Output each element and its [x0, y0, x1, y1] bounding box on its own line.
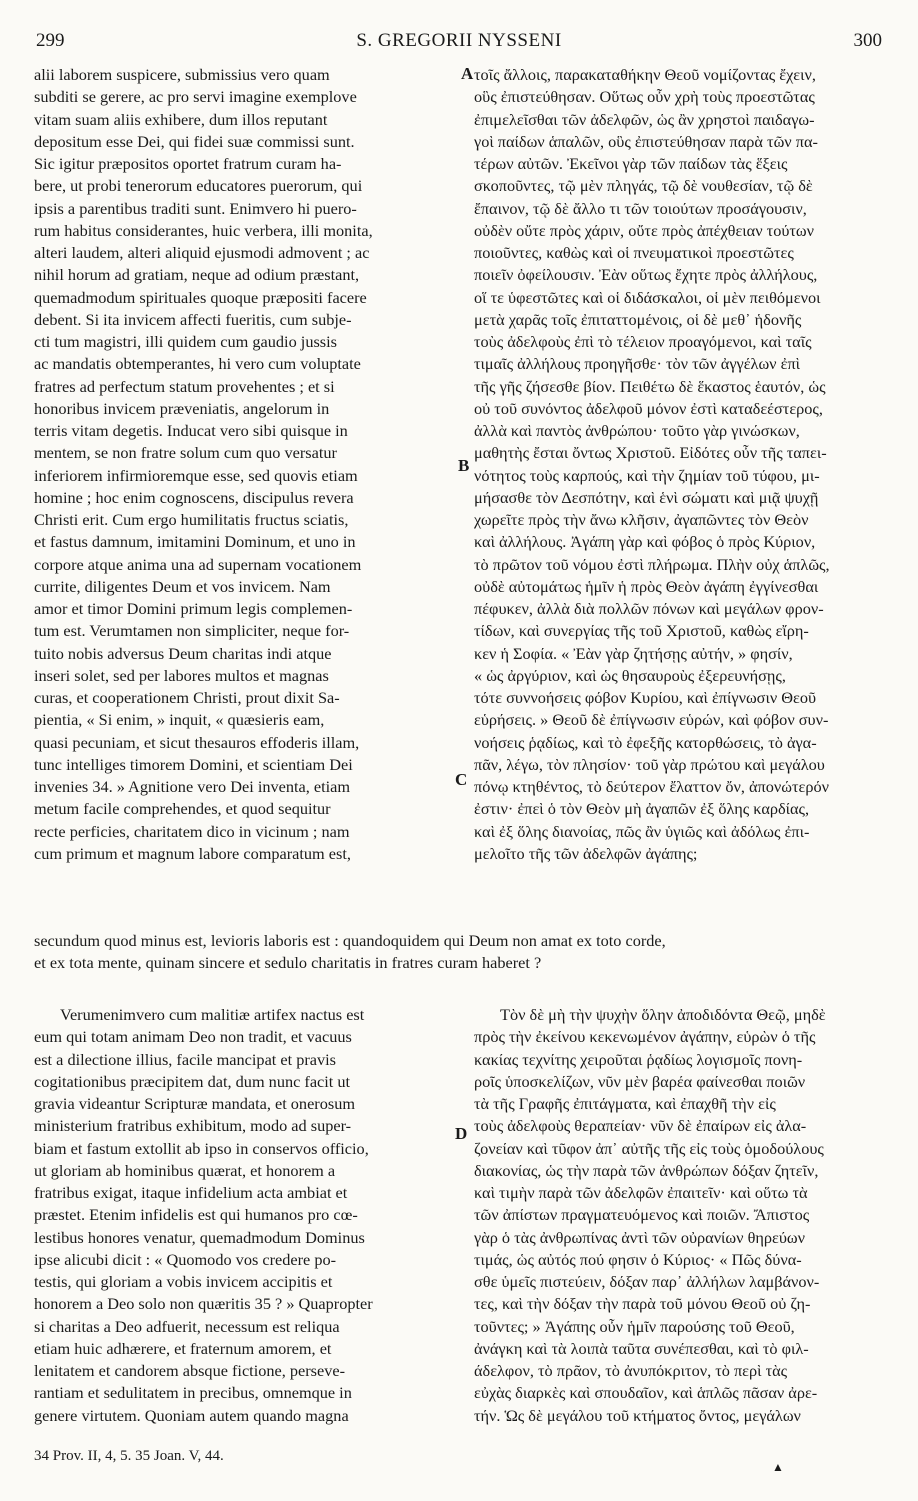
text-line: καὶ τιμὴν παρὰ τῶν ἀδελφῶν ἐπαιτεῖν· καὶ οὕτω τὰ [474, 1183, 808, 1202]
text-line: tum est. Verumtamen non simpliciter, neque for- [34, 621, 350, 641]
text-line: homine ; hoc enim cognoscens, discipulus revera [34, 487, 354, 507]
section-marker-b: B [458, 456, 470, 475]
text-line: γοὶ παίδων ἁπαλῶν, οὓς ἐπιστεύθησαν παρὰ τῶν πα- [474, 131, 818, 151]
text-line: amor et timor Domini primum legis complemen- [34, 599, 353, 618]
text-line: quemadmodum spirituales quoque præpositi facere [34, 287, 367, 307]
text-line: άδελφον, τὸ πρᾶον, τὸ ἀνυπόκριτον, τὸ περὶ τὰς [474, 1361, 788, 1380]
text-line: alii laborem suspicere, submissius vero quam [34, 65, 330, 84]
text-line: lestibus honores venatur, quemadmodum Dominus [34, 1227, 365, 1247]
text-line: μήσασθε τὸν Δεσπότην, καὶ ἑνὶ σώματι καὶ μιᾷ ψυχῇ [474, 487, 819, 507]
text-line: σκοποῦντες, τῷ μὲν πληγάς, τῷ δὲ νουθεσίαν, τῷ δὲ [474, 176, 813, 196]
left-page-number: 299 [36, 30, 65, 51]
text-line: καὶ ἐξ ὅλης διανοίας, πῶς ἂν ὑγιῶς καὶ ἀδόλως ἐπι- [474, 821, 810, 841]
text-line: est a dilectione illius, facile mancipat et pravis [34, 1049, 336, 1069]
text-line: ἐπιμελεῖσθαι τῶν ἀδελφῶν, ὡς ἂν χρηστοὶ παιδαγω- [474, 109, 815, 129]
text-line: nihil horum ad gratiam, neque ad odium præstant, [34, 265, 360, 285]
section-marker-a: A [461, 64, 474, 83]
text-line: Verumenimvero cum malitiæ artifex nactus est [60, 1005, 365, 1024]
text-line: τῆς γῆς ζήσεσθε βίον. Πειθέτω δὲ ἕκαστος ἑαυτόν, ὡς [474, 376, 826, 396]
text-line: curas, et cooperationem Christi, prout dixit Sa- [34, 688, 340, 707]
text-line: ἀλλὰ καὶ παντὸς ἀνθρώπου· τοῦτο γὰρ γινώσκων, [474, 421, 800, 440]
greek-column-upper [474, 64, 886, 865]
text-line: currite, diligentes Deum et vos invicem. Nam [34, 576, 331, 596]
text-line: ipsis a parentibus traditi sunt. Enimvero hi puero- [34, 198, 357, 218]
text-line: τῶν ἀπίστων πραγματευόμενος καὶ ποιῶν. Ἄπιστος [474, 1205, 810, 1225]
text-line: genere virtutem. Quoniam autem quando magna [34, 1405, 349, 1425]
text-line: si charitas a Deo adfuerit, necessum est reliqua [34, 1316, 340, 1336]
text-line: τέρων αὐτῶν. Ἐκεῖνοι γὰρ τῶν παίδων τὰς ἕξεις [474, 154, 788, 173]
footnotes: 34 Prov. II, 4, 5. 35 Joan. V, 44. [34, 1448, 224, 1464]
text-line: lenitatem et candorem absque fictione, perseve- [34, 1361, 346, 1380]
text-line: τὸ πρῶτον τοῦ νόμου ἐστὶ πλήρωμα. Πλὴν οὐχ ἁπλῶς, [474, 554, 830, 574]
text-line: πόνῳ κτηθέντος, τὸ δεύτερον ἔλαττον ὄν, ἀπονώτερόν [474, 777, 829, 796]
text-line: ac mandatis obtemperantes, hi vero cum voluptate [34, 354, 361, 374]
text-line: τιμάς, ὡς αὐτός πού φησιν ὁ Κύριος· « Πῶς δύνα- [474, 1249, 802, 1269]
text-line: secundum quod minus est, levioris laboris est : quandoquidem qui Deum non amat ex toto corde, [34, 931, 666, 950]
text-line: κακίας τεχνίτης χειροῦται ῥᾳδίως λογισμοῖς πονη- [474, 1049, 803, 1069]
text-line: τοῦντες; » Ἀγάπης οὖν ἡμῖν παρούσης τοῦ Θεοῦ, [474, 1316, 795, 1336]
page-mark: ▲ [772, 1460, 784, 1474]
text-line: μετὰ χαρᾶς τοῖς ἐπιταττομένοις, οἱ δὲ μεθ᾽ ἡδονῆς [474, 309, 802, 329]
text-line: rantiam et sedulitatem in precibus, omnemque in [34, 1383, 352, 1403]
text-line: inseri solet, sed per labores multos et magnas [34, 665, 329, 685]
text-line: οὐ τοῦ συνόντος ἀδελφοῦ μόνον ἐστὶ καταδεέστερος, [474, 398, 823, 418]
text-line: τότε συννοήσεις φόβον Κυρίου, καὶ ἐπίγνωσιν Θεοῦ [474, 688, 817, 707]
text-line: πέφυκεν, ἀλλὰ διὰ πολλῶν πόνων καὶ μεγάλων φρον- [474, 599, 824, 618]
text-line: præstet. Etenim infidelis est qui humanos pro cœ- [34, 1205, 358, 1225]
text-line: honoribus invicem præveniatis, angelorum in [34, 398, 330, 418]
text-line: ποιοῦντες, καθὼς καὶ οἱ πνευματικοὶ προεστῶτες [474, 243, 794, 262]
text-line: τήν. Ὡς δὲ μεγάλου τοῦ κτήματος ὄντος, μεγάλων [474, 1405, 801, 1425]
text-line: κεν ἡ Σοφία. « Ἐὰν γὰρ ζητήσῃς αὐτήν, » φησίν, [474, 643, 793, 663]
text-line: « ὡς ἀργύριον, καὶ ὡς θησαυροὺς ἐξερευνήσῃς, [474, 665, 786, 685]
text-line: ἀνάγκη καὶ τὰ λοιπὰ ταῦτα συνέπεσθαι, καὶ τὸ φιλ- [474, 1338, 809, 1358]
text-line: alteri laudem, alteri aliquid ejusmodi admovent ; ac [34, 243, 370, 262]
text-line: invenies 34. » Agnitione vero Dei inventa, etiam [34, 777, 351, 796]
text-line: subditi se gerere, ac pro servi imagine exemplove [34, 87, 357, 107]
text-line: τιμαῖς ἀλλήλους προηγῆσθε· τὸν τῶν ἀγγέλων ἐπὶ [474, 354, 801, 374]
text-line: μαθητὴς ἔσται ὄντως Χριστοῦ. Εἰδότες οὖν τῆς ταπει- [474, 443, 827, 463]
text-line: ἔπαινον, τῷ δὲ ἄλλο τι τῶν τοιούτων προσάγουσιν, [474, 198, 807, 218]
text-line: recte perficies, charitatem dico in vicinum ; nam [34, 821, 350, 841]
text-line: νότητος τοὺς καρπούς, καὶ τὴν ζημίαν τοῦ τύφου, μι- [474, 465, 820, 485]
greek-column-lower [474, 1004, 886, 1427]
text-line: terris vitam degetis. Inducat vero sibi quisque in [34, 421, 348, 440]
text-line: οὐδὲν οὔτε πρὸς χάριν, οὔτε πρὸς ἀπέχθειαν τούτων [474, 220, 815, 240]
running-title: S. GREGORII NYSSENI [356, 30, 562, 51]
text-line: τοῖς ἄλλοις, παρακαταθήκην Θεοῦ νομίζοντας ἔχειν, [474, 65, 816, 84]
text-line: σθε ὑμεῖς πιστεύειν, δόξαν παρ᾽ ἀλλήλων λαμβάνον- [474, 1272, 820, 1291]
latin-column-upper [34, 64, 458, 865]
text-line: cum primum et magnum labore comparatum est, [34, 843, 351, 863]
text-line: honorem a Deo solo non quæritis 35 ? » Quapropter [34, 1294, 373, 1314]
text-line: εὐχὰς διαρκὲς καὶ σπουδαῖον, καὶ ἁπλῶς πᾶσαν ἀρε- [474, 1383, 818, 1403]
text-line: tuito nobis adversus Deum charitas indi atque [34, 643, 332, 663]
text-line: οὐδὲ αὐτομάτως ἡμῖν ἡ πρὸς Θεὸν ἀγάπη ἐγγίνεσθαι [474, 576, 819, 596]
section-marker-d: D [455, 1124, 468, 1143]
text-line: testis, qui gloriam a vobis invicem accipitis et [34, 1272, 333, 1291]
text-line: cogitationibus præcipitem dat, dum nunc facit ut [34, 1071, 351, 1091]
text-line: biam et fastum extollit ab ipso in conservos officio, [34, 1138, 369, 1158]
text-line: ipse alicubi dicit : « Quomodo vos credere po- [34, 1249, 337, 1269]
right-page-number: 300 [853, 30, 882, 51]
text-line: Christi erit. Cum ergo humilitatis fructus sciatis, [34, 510, 349, 529]
text-line: μελοῖτο τῆς τῶν ἀδελφῶν ἀγάπης; [474, 843, 698, 863]
text-line: πρὸς τὴν ἐκείνου κεκενωμένον ἀγάπην, εὑρὼν ὁ τῆς [474, 1027, 816, 1047]
text-line: pientia, « Si enim, » inquit, « quæsieris eam, [34, 710, 325, 730]
text-line: ροῖς ὑποσκελίζων, νῦν μὲν βαρέα φαίνεσθαι ποιῶν [474, 1071, 806, 1091]
text-line: νοήσεις ῥᾳδίως, καὶ τὸ ἐφεξῆς κατορθώσεις, τὸ ἀγα- [474, 732, 817, 752]
text-line: εὑρήσεις. » Θεοῦ δὲ ἐπίγνωσιν εὑρών, καὶ φόβον συν- [474, 710, 829, 730]
text-line: ποιεῖν ὀφείλουσιν. Ἐὰν οὕτως ἔχητε πρὸς ἀλλήλους, [474, 265, 818, 285]
text-line: debent. Si ita invicem affecti fueritis, cum subje- [34, 309, 352, 329]
text-line: depositum esse Dei, qui fidei suæ commissi sunt. [34, 131, 355, 151]
text-line: ἐστιν· ἐπεὶ ὁ τὸν Θεὸν μὴ ἀγαπῶν ἐξ ὅλης καρδίας, [474, 799, 810, 819]
text-line: ut gloriam ab hominibus quærat, et honorem a [34, 1160, 336, 1180]
text-line: οἵ τε ὑφεστῶτες καὶ οἱ διδάσκαλοι, οἱ μὲν πειθόμενοι [474, 287, 821, 307]
latin-column-lower [34, 1004, 449, 1427]
text-line: inferiorem infirmioremque esse, sed quovis etiam [34, 465, 358, 485]
text-line: quasi pecuniam, et sicut thesauros effoderis illam, [34, 732, 360, 752]
running-header [36, 30, 882, 56]
text-line: corpore atque anima una ad supernam vocationem [34, 554, 362, 574]
text-line: διακονίας, ὡς τὴν παρὰ τῶν ἀνθρώπων δόξαν ζητεῖν, [474, 1160, 819, 1180]
text-line: et ex tota mente, quinam sincere et sedulo charitatis in fratres curam haberet ? [34, 953, 542, 973]
text-line: gravia videantur Scripturæ mandata, et onerosum [34, 1094, 356, 1113]
text-line: etiam huic adhærere, et fraternum amorem, et [34, 1338, 332, 1358]
text-line: fratribus exigat, itaque infidelium acta ambiat et [34, 1183, 348, 1202]
text-line: eum qui totam animam Deo non tradit, et vacuus [34, 1027, 352, 1047]
text-line: πᾶν, λέγω, τὸν πλησίον· τοῦ γὰρ πρώτου καὶ μεγάλου [474, 754, 825, 774]
text-line: rum habitus considerantes, huic verbera, illi monita, [34, 220, 373, 240]
text-line: τίδων, καὶ συνεργίας τῆς τοῦ Χριστοῦ, καθὼς εἴρη- [474, 621, 809, 641]
text-line: χωρεῖτε πρὸς τὴν ἄνω κλῆσιν, ἀγαπῶντες τὸν Θεὸν [474, 510, 809, 529]
text-line: ζονείαν καὶ τῦφον ἀπ᾽ αὐτῆς τῆς εἰς τοὺς ὁμοδούλους [474, 1138, 824, 1158]
text-line: fratres ad perfectum statum provehentes ; et si [34, 376, 335, 396]
text-line: ministerium fratribus exhibitum, modo ad super- [34, 1116, 352, 1136]
text-line: τοὺς ἀδελφοὺς θεραπείαν· νῦν δὲ ἐπαίρων εἰς ἀλα- [474, 1116, 807, 1136]
text-line: bere, ut probi tenerorum educatores puerorum, qui [34, 176, 363, 196]
text-line: cti tum magistri, illi quidem cum gaudio jussis [34, 332, 337, 351]
text-line: et fastus damnum, imitamini Dominum, et uno in [34, 532, 356, 552]
text-line: γὰρ ὁ τὰς ἀνθρωπίνας ἀντὶ τῶν οὐρανίων θηρεύων [474, 1227, 805, 1247]
text-line: tunc intelliges timorem Domini, et scientiam Dei [34, 754, 353, 774]
spanning-lines [34, 930, 886, 975]
text-line: vitam suam aliis exhibere, dum illos reputant [34, 109, 328, 129]
text-line: οὓς ἐπιστεύθησαν. Οὕτως οὖν χρὴ τοὺς προεστῶτας [474, 87, 815, 107]
text-line: τες, καὶ τὴν δόξαν τὴν παρὰ τοῦ μόνου Θεοῦ οὐ ζη- [474, 1294, 811, 1314]
text-line: mentem, se non fratre solum cum quo versatur [34, 443, 337, 463]
text-line: metum facile comprehendes, et quod sequitur [34, 799, 331, 819]
text-line: καὶ ἀλλήλους. Ἀγάπη γὰρ καὶ φόβος ὁ πρὸς Κύριον, [474, 532, 816, 552]
section-marker-c: C [455, 770, 468, 789]
text-line: Τὸν δὲ μὴ τὴν ψυχὴν ὅλην ἀποδιδόντα Θεῷ, μηδὲ [500, 1005, 826, 1024]
text-line: τοὺς ἀδελφοὺς ἐπὶ τὸ τέλειον προαγόμενοι, καὶ ταῖς [474, 332, 812, 351]
text-line: Sic igitur præpositos oportet fratrum curam ha- [34, 154, 342, 173]
text-line: τὰ τῆς Γραφῆς ἐπιτάγματα, καὶ ἐπαχθῆ τὴν εἰς [474, 1094, 776, 1113]
